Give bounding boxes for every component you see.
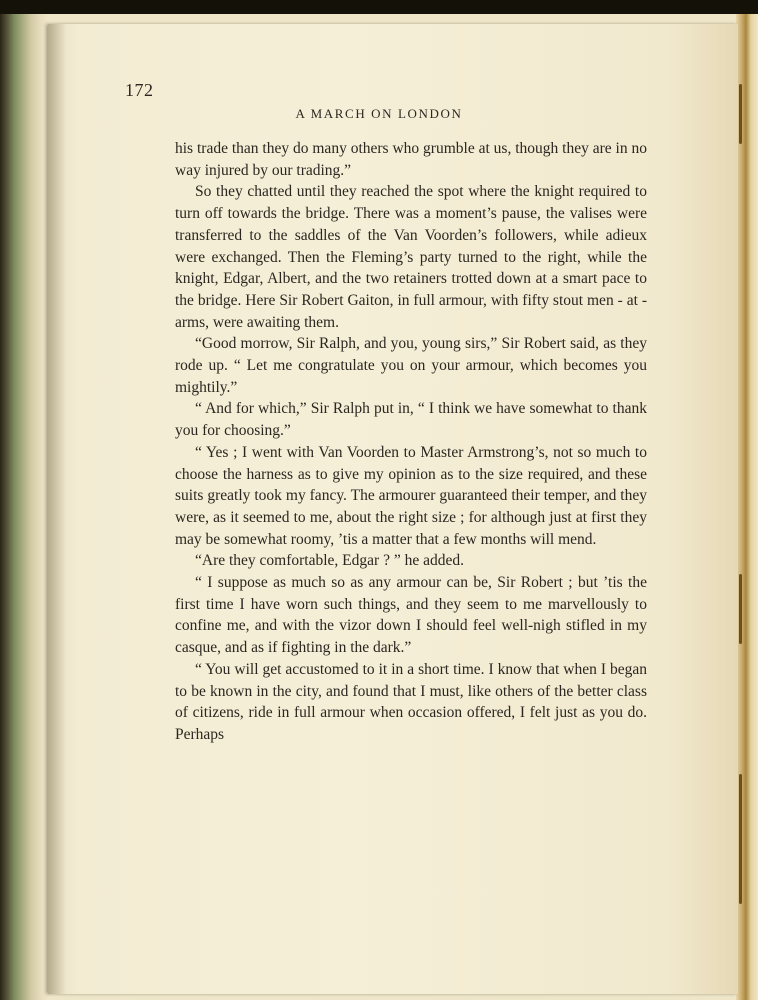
paragraph: “ And for which,” Sir Ralph put in, “ I think we have somewhat to thank you for choosing.” <box>175 400 647 440</box>
paragraph: “Are they comfortable, Edgar ? ” he added. <box>195 552 464 570</box>
body-text <box>175 138 647 746</box>
running-head: A MARCH ON LONDON <box>295 106 463 121</box>
edge-mark <box>739 774 742 904</box>
page-number: 172 <box>125 80 154 100</box>
paragraph: “ You will get accustomed to it in a short time. I know that when I began to be known in the city, and found that I must, like others of the better class of citizens, ride in full armour when occasion offered, I felt just as you do. Perhaps <box>175 660 647 743</box>
edge-mark <box>739 574 742 644</box>
paragraph: his trade than they do many others who grumble at us, though they are in no way injured by our trading.” <box>175 140 647 179</box>
fore-edge-pages <box>736 14 758 1000</box>
paragraph: “Good morrow, Sir Ralph, and you, young sirs,” Sir Robert said, as they rode up. “ Let me congratulate you on your armour, which becomes you mightily.” <box>175 335 647 396</box>
paragraph: So they chatted until they reached the spot where the knight required to turn off towards the bridge. There was a moment’s pause, the valises were transferred to the saddles of the Van Voorden’s followers, while adieux were exchanged. Then the Fleming’s party turned to the right, while the knight, Edgar, Albert, and the two retainers trotted down at a smart pace to the bridge. Here Sir Robert Gaiton, in full armour, with fifty stout men - at - arms, were awaiting them. <box>175 183 647 331</box>
paragraph: “ Yes ; I went with Van Voorden to Master Armstrong’s, not so much to choose the harness as to give my opinion as to the size required, and these suits greatly took my fancy. The armourer guaranteed their temper, and they were, as it seemed to me, about the right size ; for although just at first they may be somewhat roomy, ’tis a matter that a few months will mend. <box>175 443 647 548</box>
paragraph: “ I suppose as much so as any armour can be, Sir Robert ; but ’tis the first time I have worn such things, and they seem to me marvellously to confine me, and with the vizor down I should feel well-nigh stifled in my casque, and as if fighting in the dark.” <box>175 574 647 657</box>
